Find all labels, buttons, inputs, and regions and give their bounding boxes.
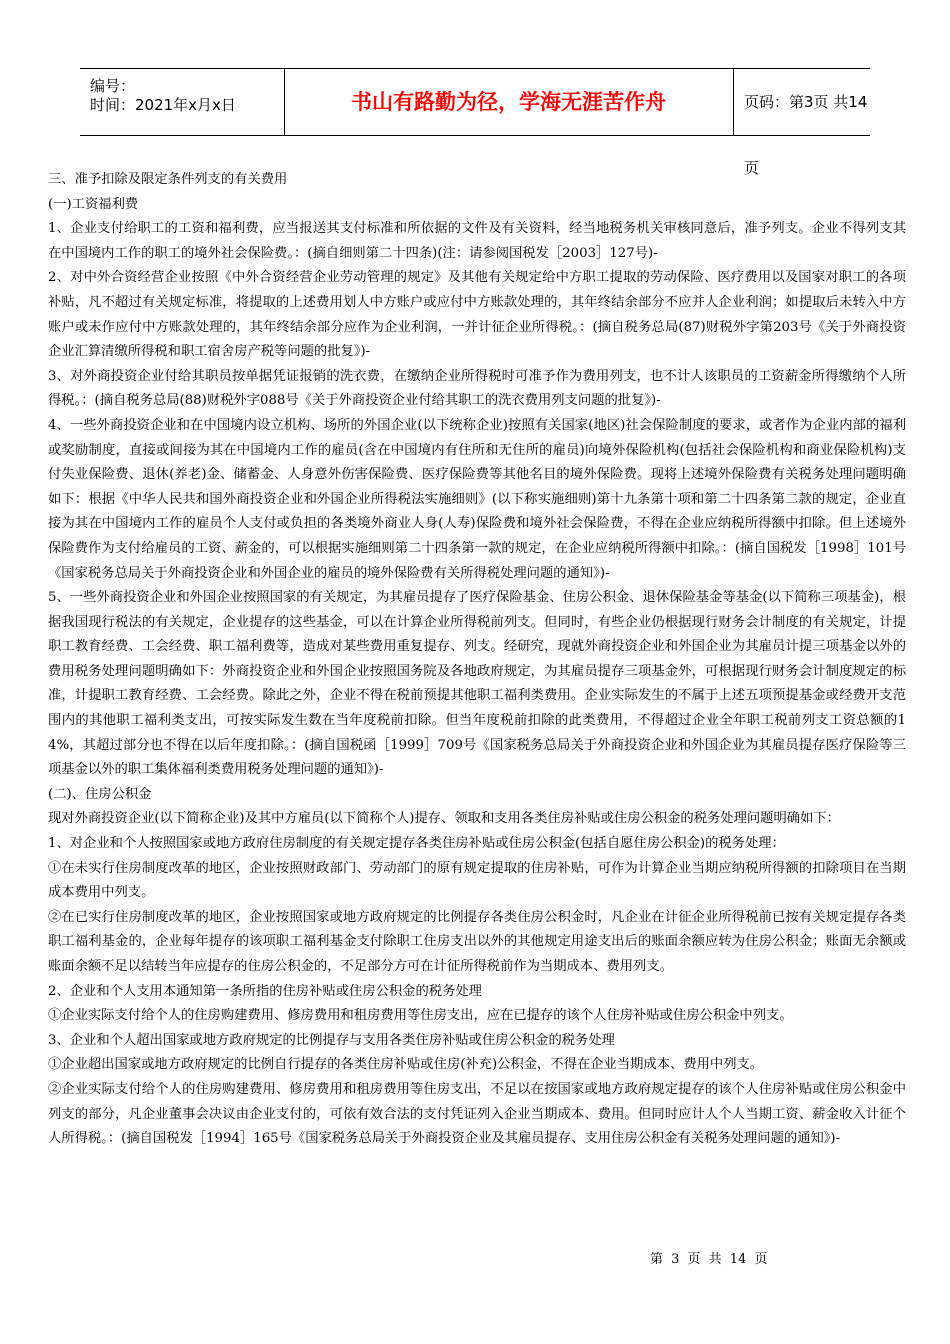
body-paragraph: ①企业超出国家或地方政府规定的比例自行提存的各类住房补贴或住房(补充)公积金，不得在企业当期成本、费用中列支。 xyxy=(48,1057,764,1073)
header-table xyxy=(80,68,870,177)
body-paragraph: ①企业实际支付给个人的住房购建费用、修房费用和租房费用等住房支出，应在已提存的该个人住房补贴或住房公积金中列支。 xyxy=(48,1008,793,1024)
page-footer: 第 3 页 共 14 页 xyxy=(650,1252,768,1267)
header-page-label: 页码：第3页 共14页 xyxy=(744,93,868,177)
body-paragraph: ②企业实际支付给个人的住房购建费用、修房费用和租房费用等住房支出，不足以在按国家或地方政府规定提存的该个人住房补贴或住房公积金中列支的部分，凡企业董事会决议由企业支付的，可依有效合法的支付凭证列入企业当期成本、费用。但同时应计人个人当期工资、薪金收入计征个人所得税。：(摘自国税发［1994］165号《国家税务总局关于外商投资企业及其雇员提存、支用住房公积金有关税务处理问题的通知》)- xyxy=(48,1081,906,1147)
header-motto: 书山有路勤为径，学海无涯苦作舟 xyxy=(284,69,734,135)
subsection-heading: (一)工资福利费 xyxy=(48,196,139,212)
body-paragraph: 现对外商投资企业(以下简称企业)及其中方雇员(以下简称个人)提存、领取和支用各类住房补贴或住房公积金的税务处理问题明确如下： xyxy=(48,811,840,827)
header-left-cell xyxy=(80,69,285,135)
body-paragraph: 1、企业支付给职工的工资和福利费，应当报送其支付标准和所依据的文件及有关资料，经当地税务机关审核同意后，准予列支。企业不得列支其在中国境内工作的职工的境外社会保险费。：(摘自细则第二十四条)(注：请参阅国税发［2003］127号)- xyxy=(48,221,906,261)
body-paragraph: 2、企业和个人支用本通知第一条所指的住房补贴或住房公积金的税务处理 xyxy=(48,983,482,999)
body-paragraph: 3、企业和个人超出国家或地方政府规定的比例提存与支用各类住房补贴或住房公积金的税务处理 xyxy=(48,1032,615,1048)
body-paragraph: ①在未实行住房制度改革的地区，企业按照财政部门、劳动部门的原有规定提取的住房补贴，可作为计算企业当期应纳税所得额的扣除项目在当期成本费用中列支。 xyxy=(48,860,906,901)
body-paragraph: 2、对中外合资经营企业按照《中外合资经营企业劳动管理的规定》及其他有关规定给中方职工提取的劳动保险、医疗费用以及国家对职工的各项补贴，凡不超过有关规定标准，将提取的上述费用划人中方账户或应付中方账款处理的，其年终结余部分不应并人企业利润；如提取后未转入中方账户或未作应付中方账款处理的，其年终结余部分应作为企业利润，一并计征企业所得税。：(摘自税务总局(87)财税外字第203号《关于外商投资企业汇算清缴所得税和职工宿舍房产税等问题的批复》)- xyxy=(48,270,906,360)
body-paragraph: ②在已实行住房制度改革的地区，企业按照国家或地方政府规定的比例提存各类住房公积金时，凡企业在计征企业所得税前已按有关规定提存各类职工福利基金的，企业每年提存的该项职工福利基金支付除职工住房支出以外的其他规定用途支出后的账面余额应转为住房公积金；账面无余额或账面余额不足以结转当年应提存的住房公积金的，不足部分方可在计征所得税前作为当期成本、费用列支。 xyxy=(48,909,906,974)
document-time-label: 时间：2021年x月x日 xyxy=(90,96,236,114)
document-body xyxy=(48,168,906,1152)
subsection-heading: (二)、住房公积金 xyxy=(48,786,152,802)
body-paragraph: 3、对外商投资企业付给其职员按单据凭证报销的洗衣费，在缴纳企业所得税时可准予作为费用列支，也不计人该职员的工资薪金所得缴纳个人所得税。：(摘自税务总局(88)财税外字088号《关于外商投资企业付给其职工的洗衣费用列支问题的批复》)- xyxy=(48,368,906,409)
section-heading: 三、准予扣除及限定条件列支的有关费用 xyxy=(48,172,288,187)
body-paragraph: 4、一些外商投资企业和在中国境内设立机构、场所的外国企业(以下统称企业)按照有关国家(地区)社会保险制度的要求，或者作为企业内部的福利或奖励制度，直接或间接为其在中国境内工作的雇员(含在中国境内有住所和无住所的雇员)向境外保险机构(包括社会保险机构和商业保险机构)支付失业保险费、退休(养老)金、储蓄金、人身意外伤害保险费、医疗保险费等其他名目的境外保险费。现将上述境外保险费有关税务处理问题明确如下：根据《中华人民共和国外商投资企业和外国企业所得税法实施细则》(以下称实施细则)第十九条第十项和第二十四条第二款的规定，企业直接为其在中国境内工作的雇员个人支付或负担的各类境外商业人身(人寿)保险费和境外社会保险费，不得在企业应纳税所得额中扣除。但上述境外保险费作为支付给雇员的工资、薪金的，可以根据实施细则第二十四条第一款的规定，在企业应纳税所得额中扣除。：(摘自国税发［1998］101号《国家税务总局关于外商投资企业和外国企业的雇员的境外保险费有关所得税处理问题的通知》)- xyxy=(48,417,906,581)
body-paragraph: 5、一些外商投资企业和外国企业按照国家的有关规定，为其雇员提存了医疗保险基金、住房公积金、退休保险基金等基金(以下简称三项基金)，根据我国现行税法的有关规定，企业提存的这些基金，可以在计算企业所得税前列支。但同时，有些企业仍根据现行财务会计制度的有关规定，计提职工教育经费、工会经费、职工福利费等，造成对某些费用重复提存、列支。经研究，现就外商投资企业和外国企业为其雇员计提三项基金以外的费用税务处理问题明确如下：外商投资企业和外国企业按照国务院及各地政府规定，为其雇员提存三项基金外，可根据现行财务会计制度规定的标准，计提职工教育经费、工会经费。除此之外，企业不得在税前预提其他职工福利类费用。企业实际发生的不属于上述五项预提基金或经费开支范围内的其他职工福利类支出，可按实际发生数在当年度税前扣除。但当年度税前扣除的此类费用，不得超过企业全年职工税前列支工资总额的14%，其超过部分也不得在以后年度扣除。：(摘自国税函［1999］709号《国家税务总局关于外商投资企业和外国企业为其雇员提存医疗保险等三项基金以外的职工集体福利类费用税务处理问题的通知》)- xyxy=(48,590,906,778)
document-code-label: 编号： xyxy=(90,77,136,95)
body-paragraph: 1、对企业和个人按照国家或地方政府住房制度的有关规定提存各类住房补贴或住房公积金(包括自愿住房公积金)的税务处理： xyxy=(48,836,785,852)
